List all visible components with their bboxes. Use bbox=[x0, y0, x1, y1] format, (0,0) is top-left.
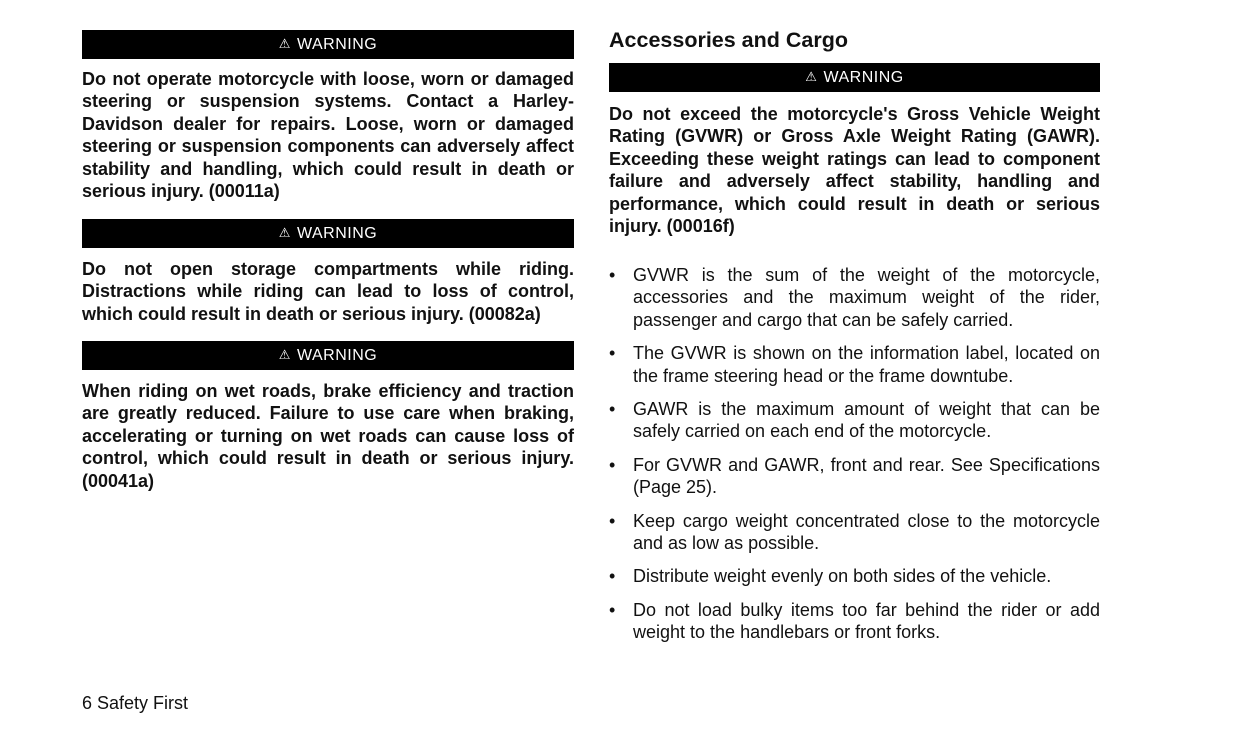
warning-label: WARNING bbox=[823, 68, 904, 86]
bullet-icon: • bbox=[609, 265, 616, 285]
list-item: • For GVWR and GAWR, front and rear. See Specifications (Page 25). bbox=[609, 454, 1100, 498]
warning-label: WARNING bbox=[296, 35, 378, 53]
cargo-bullet-list bbox=[609, 264, 1100, 655]
section-heading: Accessories and Cargo bbox=[609, 28, 848, 52]
warning-triangle-icon: ⚠ bbox=[278, 36, 291, 51]
list-item: • GAWR is the maximum amount of weight that can be safely carried on each end of the motorcycle. bbox=[609, 399, 1100, 442]
list-item: • Do not load bulky items too far behind the rider or add weight to the handlebars or front forks. bbox=[609, 599, 1100, 643]
list-item: • GVWR is the sum of the weight of the motorcycle, accessories and the maximum weight of the rider, passenger and cargo that can be safely carried. bbox=[609, 265, 1100, 330]
bullet-icon: • bbox=[609, 599, 616, 620]
list-item: • Keep cargo weight concentrated close to the motorcycle and as low as possible. bbox=[609, 510, 1100, 554]
warning-text: When riding on wet roads, brake efficiency and traction are greatly reduced. Failure to use care when braking, accelerating or turning on wet roads can cause loss of control, which could result in death or serious injury. (00041a) bbox=[82, 381, 574, 491]
bullet-icon: • bbox=[609, 566, 616, 587]
bullet-icon: • bbox=[609, 510, 616, 531]
warning-label: WARNING bbox=[296, 346, 378, 364]
warning-banner bbox=[82, 30, 574, 59]
warning-triangle-icon: ⚠ bbox=[805, 69, 818, 84]
bullet-icon: • bbox=[609, 399, 616, 420]
list-item: • The GVWR is shown on the information label, located on the frame steering head or the frame downtube. bbox=[609, 343, 1100, 386]
bullet-icon: • bbox=[609, 343, 616, 364]
warning-label: WARNING bbox=[296, 224, 378, 242]
bullet-icon: • bbox=[609, 454, 616, 475]
warning-text: Do not exceed the motorcycle's Gross Vehicle Weight Rating (GVWR) or Gross Axle Weight Rating (GAWR). Exceeding these weight ratings can lead to component failure and adversely affect stability, handling and performance, which could result in death or serious injury. (00016f) bbox=[609, 104, 1100, 237]
warning-text: Do not open storage compartments while riding. Distractions while riding can lead to loss of control, which could result in death or serious injury. (00082a) bbox=[82, 259, 574, 324]
page-footer: 6 Safety First bbox=[82, 693, 189, 713]
warning-banner bbox=[609, 63, 1100, 92]
warning-banner bbox=[82, 219, 574, 248]
warning-banner bbox=[82, 341, 574, 370]
warning-text: Do not operate motorcycle with loose, worn or damaged steering or suspension systems. Contact a Harley-Davidson dealer for repairs. Loose, worn or damaged steering or suspension components can adversely affect stability and handling, which could result in death or serious injury. (00011a) bbox=[82, 69, 574, 202]
warning-triangle-icon: ⚠ bbox=[278, 225, 291, 240]
warning-triangle-icon: ⚠ bbox=[278, 347, 291, 362]
list-item: • Distribute weight evenly on both sides of the vehicle. bbox=[609, 566, 1052, 587]
